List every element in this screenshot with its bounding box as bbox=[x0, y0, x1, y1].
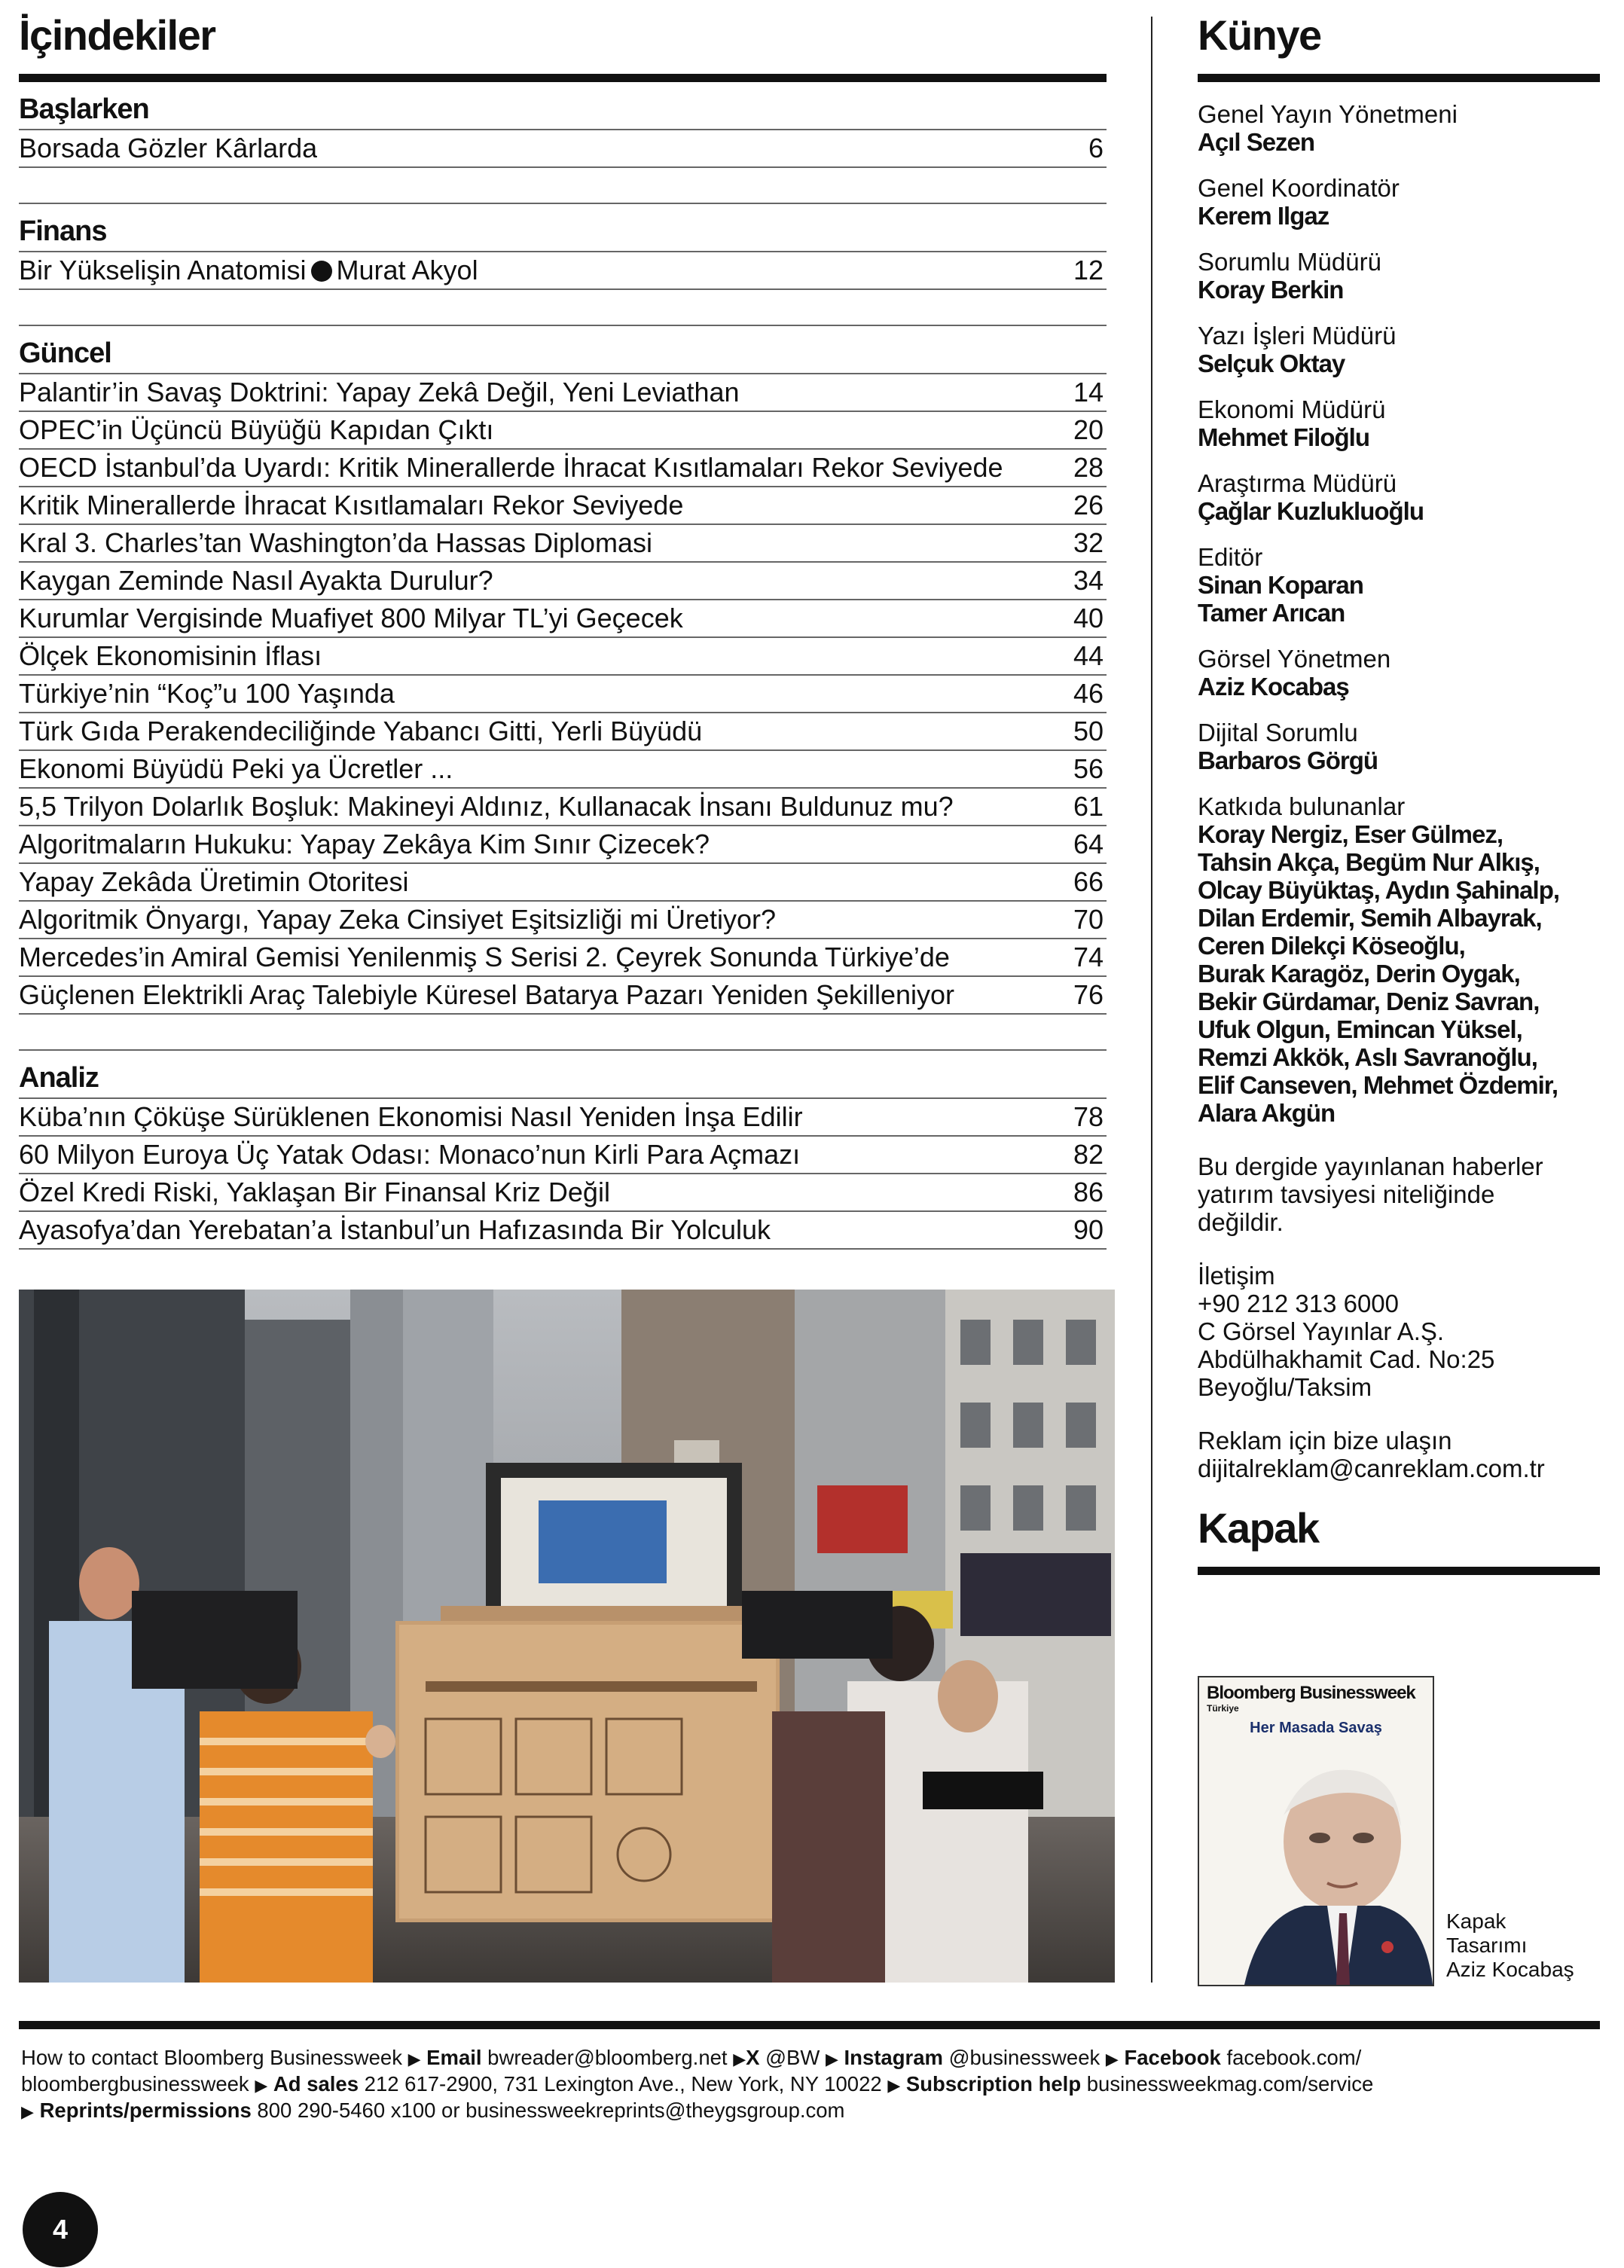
staff-role: Dijital Sorumlu bbox=[1198, 719, 1358, 746]
toc-section-heading: Analiz bbox=[19, 1051, 1107, 1099]
staff-entry bbox=[1198, 792, 1600, 1127]
toc-entry[interactable] bbox=[19, 600, 1107, 638]
toc-entry-title-text: Kaygan Zeminde Nasıl Ayakta Durulur? bbox=[19, 565, 493, 596]
staff-name: Burak Karagöz, Derin Oygak, bbox=[1198, 960, 1520, 987]
toc-entry[interactable] bbox=[19, 1212, 1107, 1250]
toc-column bbox=[19, 9, 1107, 1250]
toc-entry-title-text: Küba’nın Çöküşe Sürüklenen Ekonomisi Nasıl Yeniden İnşa Edilir bbox=[19, 1101, 803, 1132]
toc-sections bbox=[19, 82, 1107, 1250]
toc-entry-title bbox=[19, 789, 954, 825]
toc-entry-page: 78 bbox=[1073, 1101, 1104, 1132]
staff-name: Kerem Ilgaz bbox=[1198, 202, 1329, 230]
toc-entry-title-text: OECD İstanbul’da Uyardı: Kritik Minerallerde İhracat Kısıtlamaları Rekor Seviyede bbox=[19, 452, 1003, 483]
footer-rule bbox=[19, 2021, 1600, 2029]
footer-instagram[interactable]: @businessweek bbox=[948, 2046, 1100, 2069]
toc-entry[interactable] bbox=[19, 1099, 1107, 1137]
staff-role: Görsel Yönetmen bbox=[1198, 645, 1391, 673]
kunye-title-rule bbox=[1198, 74, 1600, 82]
feature-photo bbox=[19, 1290, 1115, 1983]
toc-entry[interactable] bbox=[19, 412, 1107, 450]
section-spacer bbox=[19, 168, 1107, 204]
ads-line: dijitalreklam@canreklam.com.tr bbox=[1198, 1455, 1545, 1482]
staff-role: Genel Yayın Yönetmeni bbox=[1198, 100, 1458, 128]
toc-entry[interactable] bbox=[19, 525, 1107, 563]
toc-entry-title bbox=[19, 1099, 803, 1135]
staff-role: Editör bbox=[1198, 543, 1263, 571]
staff-name: Olcay Büyüktaş, Aydın Şahinalp, bbox=[1198, 876, 1560, 904]
cover-caption-line: Aziz Kocabaş bbox=[1446, 1958, 1574, 1981]
toc-entry-page: 28 bbox=[1073, 452, 1104, 483]
toc-entry-title bbox=[19, 525, 652, 561]
staff-role: Ekonomi Müdürü bbox=[1198, 395, 1386, 423]
toc-entry-page: 34 bbox=[1073, 565, 1104, 596]
toc-entry-title-text: Ekonomi Büyüdü Peki ya Ücretler ... bbox=[19, 753, 453, 784]
staff-name: Sinan Koparan bbox=[1198, 571, 1363, 599]
kapak-title-rule bbox=[1198, 1567, 1600, 1575]
toc-entry-page: 82 bbox=[1073, 1139, 1104, 1170]
toc-entry-title bbox=[19, 252, 478, 288]
contact-line: Beyoğlu/Taksim bbox=[1198, 1373, 1372, 1401]
staff-name: Açıl Sezen bbox=[1198, 128, 1315, 156]
footer-subscription[interactable]: businessweekmag.com/service bbox=[1086, 2072, 1374, 2096]
staff-name: Ufuk Olgun, Emincan Yüksel, bbox=[1198, 1015, 1522, 1043]
toc-entry-title bbox=[19, 1174, 610, 1210]
staff-name: Çağlar Kuzlukluoğlu bbox=[1198, 497, 1424, 525]
toc-entry-title-text: 60 Milyon Euroya Üç Yatak Odası: Monaco’nun Kirli Para Açmazı bbox=[19, 1139, 801, 1170]
cover-thumbnail bbox=[1198, 1676, 1434, 1986]
footer-facebook-label: Facebook bbox=[1124, 2046, 1221, 2069]
ads-info bbox=[1198, 1427, 1600, 1482]
toc-entry-page: 26 bbox=[1073, 490, 1104, 520]
toc-entry[interactable] bbox=[19, 826, 1107, 864]
toc-entry[interactable] bbox=[19, 638, 1107, 676]
toc-entry-title bbox=[19, 713, 702, 749]
staff-entry bbox=[1198, 645, 1600, 701]
toc-entry-page: 12 bbox=[1073, 255, 1104, 285]
footer-x[interactable]: @BW bbox=[765, 2046, 820, 2069]
toc-entry[interactable] bbox=[19, 789, 1107, 826]
footer-line-2 bbox=[21, 2071, 1595, 2098]
toc-entry-title-text: Kritik Minerallerde İhracat Kısıtlamaları Rekor Seviyede bbox=[19, 490, 684, 520]
footer-facebook-a[interactable]: facebook.com/ bbox=[1226, 2046, 1362, 2069]
toc-entry-page: 44 bbox=[1073, 640, 1104, 671]
staff-entry bbox=[1198, 395, 1600, 451]
toc-entry-title bbox=[19, 130, 317, 166]
staff-name: Ceren Dilekçi Köseoğlu, bbox=[1198, 932, 1465, 960]
toc-entry-page: 20 bbox=[1073, 414, 1104, 445]
staff-name: Barbaros Görgü bbox=[1198, 746, 1378, 774]
staff-entry bbox=[1198, 100, 1600, 156]
toc-entry[interactable] bbox=[19, 751, 1107, 789]
toc-entry-title-text: Ölçek Ekonomisinin İflası bbox=[19, 640, 322, 671]
staff-name: Koray Nergiz, Eser Gülmez, bbox=[1198, 820, 1503, 848]
toc-entry-title-text: Kral 3. Charles’tan Washington’da Hassas Diplomasi bbox=[19, 527, 653, 558]
toc-entry-title-text: Kurumlar Vergisinde Muafiyet 800 Milyar TL’yi Geçecek bbox=[19, 603, 683, 633]
footer-adsales-label: Ad sales bbox=[273, 2072, 359, 2096]
toc-entry-title bbox=[19, 902, 776, 938]
staff-entry bbox=[1198, 543, 1600, 627]
toc-entry-title-text: Bir Yükselişin Anatomisi bbox=[19, 255, 307, 285]
disclaimer-line: Bu dergide yayınlanan haberler bbox=[1198, 1152, 1543, 1180]
section-spacer bbox=[19, 1015, 1107, 1051]
footer-x-label: X bbox=[746, 2046, 760, 2069]
arrow-icon: ▶ bbox=[408, 2050, 421, 2068]
toc-entry-title bbox=[19, 374, 740, 411]
toc-entry[interactable] bbox=[19, 939, 1107, 977]
toc-entry-title bbox=[19, 751, 453, 787]
contact-line: +90 212 313 6000 bbox=[1198, 1290, 1400, 1317]
contact-line: Abdülhakhamit Cad. No:25 bbox=[1198, 1345, 1495, 1373]
staff-name: Tamer Arıcan bbox=[1198, 599, 1345, 627]
toc-entry[interactable] bbox=[19, 713, 1107, 751]
toc-entry-page: 74 bbox=[1073, 942, 1104, 972]
staff-entry bbox=[1198, 322, 1600, 377]
arrow-icon: ▶ bbox=[825, 2050, 838, 2068]
toc-entry-title bbox=[19, 1212, 771, 1248]
staff-role: Yazı İşleri Müdürü bbox=[1198, 322, 1397, 350]
footer-adsales: 212 617-2900, 731 Lexington Ave., New York, NY 10022 bbox=[364, 2072, 882, 2096]
toc-entry[interactable] bbox=[19, 1174, 1107, 1212]
toc-entry-page: 56 bbox=[1073, 753, 1104, 784]
cover-brand: Bloomberg Businessweek bbox=[1207, 1683, 1415, 1703]
section-spacer bbox=[19, 290, 1107, 326]
cover-caption-line: Tasarımı bbox=[1446, 1934, 1528, 1957]
staff-role: Genel Koordinatör bbox=[1198, 174, 1400, 202]
toc-entry-page: 6 bbox=[1088, 133, 1104, 163]
staff-name: Elif Canseven, Mehmet Özdemir, bbox=[1198, 1071, 1558, 1099]
staff-name: Dilan Erdemir, Semih Albayrak, bbox=[1198, 904, 1542, 932]
staff-name: Tahsin Akça, Begüm Nur Alkış, bbox=[1198, 848, 1540, 876]
cover-caption bbox=[1446, 1909, 1574, 1982]
staff-role: Araştırma Müdürü bbox=[1198, 469, 1397, 497]
footer-email-label: Email bbox=[426, 2046, 482, 2069]
toc-entry-page: 70 bbox=[1073, 904, 1104, 935]
kapak-title: Kapak bbox=[1198, 1504, 1319, 1552]
toc-entry[interactable] bbox=[19, 252, 1107, 290]
toc-title: İçindekiler bbox=[19, 11, 215, 59]
staff-name: Mehmet Filoğlu bbox=[1198, 423, 1369, 451]
toc-entry-page: 50 bbox=[1073, 716, 1104, 746]
toc-entry-page: 90 bbox=[1073, 1214, 1104, 1245]
toc-entry-title-text: 5,5 Trilyon Dolarlık Boşluk: Makineyi Aldınız, Kullanacak İnsanı Buldunuz mu? bbox=[19, 791, 954, 822]
cover-headline: Her Masada Savaş bbox=[1250, 1720, 1382, 1736]
toc-entry-author: Murat Akyol bbox=[336, 255, 478, 285]
toc-entry-title bbox=[19, 864, 409, 900]
bullet-dot-icon bbox=[311, 261, 332, 282]
arrow-icon: ▶ bbox=[733, 2050, 746, 2068]
cover-edition: Türkiye bbox=[1207, 1703, 1239, 1714]
toc-entry-title-text: Güçlenen Elektrikli Araç Talebiyle Küresel Batarya Pazarı Yeniden Şekilleniyor bbox=[19, 979, 955, 1010]
toc-entry[interactable] bbox=[19, 864, 1107, 902]
toc-entry-title-text: Ayasofya’dan Yerebatan’a İstanbul’un Hafızasında Bir Yolculuk bbox=[19, 1214, 771, 1245]
toc-entry-title bbox=[19, 676, 395, 712]
page-number: 4 bbox=[23, 2192, 98, 2267]
arrow-icon: ▶ bbox=[21, 2102, 34, 2121]
toc-entry-title bbox=[19, 977, 954, 1013]
toc-entry-page: 40 bbox=[1073, 603, 1104, 633]
arrow-icon: ▶ bbox=[887, 2076, 901, 2095]
toc-entry[interactable] bbox=[19, 374, 1107, 412]
toc-entry-page: 32 bbox=[1073, 527, 1104, 558]
staff-entry bbox=[1198, 469, 1600, 525]
kunye-column bbox=[1198, 9, 1600, 1575]
toc-entry-title bbox=[19, 563, 493, 599]
toc-entry-title bbox=[19, 412, 493, 448]
toc-entry-title bbox=[19, 939, 950, 975]
footer-contact bbox=[21, 2045, 1595, 2124]
staff-entry bbox=[1198, 248, 1600, 304]
toc-entry-title-text: OPEC’in Üçüncü Büyüğü Kapıdan Çıktı bbox=[19, 414, 494, 445]
footer-line-3 bbox=[21, 2098, 1595, 2124]
toc-entry-title-text: Mercedes’in Amiral Gemisi Yenilenmiş S Serisi 2. Çeyrek Sonunda Türkiye’de bbox=[19, 942, 950, 972]
toc-entry[interactable] bbox=[19, 1137, 1107, 1174]
staff-name: Selçuk Oktay bbox=[1198, 350, 1345, 377]
toc-entry-page: 76 bbox=[1073, 979, 1104, 1010]
toc-entry-page: 46 bbox=[1073, 678, 1104, 709]
contact-line: İletişim bbox=[1198, 1262, 1275, 1290]
footer-intro: How to contact Bloomberg Businessweek bbox=[21, 2046, 402, 2069]
cover-caption-line: Kapak bbox=[1446, 1909, 1506, 1933]
toc-entry-title-text: Özel Kredi Riski, Yaklaşan Bir Finansal Kriz Değil bbox=[19, 1177, 610, 1207]
staff-name: Remzi Akkök, Aslı Savranoğlu, bbox=[1198, 1043, 1537, 1071]
staff-role: Sorumlu Müdürü bbox=[1198, 248, 1381, 276]
arrow-icon: ▶ bbox=[1105, 2050, 1119, 2068]
staff-entry bbox=[1198, 719, 1600, 774]
toc-title-rule bbox=[19, 74, 1107, 82]
contact-line: C Görsel Yayınlar A.Ş. bbox=[1198, 1317, 1445, 1345]
toc-entry-title bbox=[19, 826, 710, 862]
disclaimer-line: yatırım tavsiyesi niteliğinde bbox=[1198, 1180, 1495, 1208]
toc-entry[interactable] bbox=[19, 977, 1107, 1015]
staff-name: Alara Akgün bbox=[1198, 1099, 1336, 1127]
toc-entry-page: 86 bbox=[1073, 1177, 1104, 1207]
street-reporters-photo bbox=[19, 1290, 1115, 1983]
toc-entry-title-text: Borsada Gözler Kârlarda bbox=[19, 133, 318, 163]
cover-portrait bbox=[1199, 1744, 1433, 1985]
disclaimer bbox=[1198, 1152, 1600, 1236]
staff-name: Aziz Kocabaş bbox=[1198, 673, 1349, 701]
footer-reprints-label: Reprints/permissions bbox=[39, 2099, 252, 2122]
footer-line-1 bbox=[21, 2045, 1595, 2071]
toc-entry-title-text: Algoritmaların Hukuku: Yapay Zekâya Kim Sınır Çizecek? bbox=[19, 829, 710, 859]
footer-subscription-label: Subscription help bbox=[905, 2072, 1082, 2096]
ads-line: Reklam için bize ulaşın bbox=[1198, 1427, 1452, 1455]
toc-entry-page: 14 bbox=[1073, 377, 1104, 408]
toc-entry[interactable] bbox=[19, 450, 1107, 487]
toc-entry[interactable] bbox=[19, 130, 1107, 168]
toc-entry-title-text: Palantir’in Savaş Doktrini: Yapay Zekâ Değil, Yeni Leviathan bbox=[19, 377, 740, 408]
footer-facebook-b[interactable]: bloombergbusinessweek bbox=[21, 2072, 249, 2096]
toc-section-heading: Güncel bbox=[19, 326, 1107, 374]
toc-entry[interactable] bbox=[19, 676, 1107, 713]
staff-list bbox=[1198, 100, 1600, 1127]
staff-entry bbox=[1198, 174, 1600, 230]
footer-email[interactable]: bwreader@bloomberg.net bbox=[487, 2046, 728, 2069]
toc-entry[interactable] bbox=[19, 902, 1107, 939]
toc-entry-title bbox=[19, 1137, 800, 1173]
toc-entry[interactable] bbox=[19, 563, 1107, 600]
toc-section-heading: Finans bbox=[19, 204, 1107, 252]
column-divider bbox=[1151, 17, 1152, 1983]
toc-entry-page: 64 bbox=[1073, 829, 1104, 859]
toc-entry-title-text: Türk Gıda Perakendeciliğinde Yabancı Gitti, Yerli Büyüdü bbox=[19, 716, 703, 746]
toc-entry-title bbox=[19, 600, 683, 636]
arrow-icon: ▶ bbox=[255, 2076, 268, 2095]
footer-instagram-label: Instagram bbox=[844, 2046, 943, 2069]
staff-name: Koray Berkin bbox=[1198, 276, 1344, 304]
toc-entry-title bbox=[19, 450, 1003, 486]
toc-entry-title bbox=[19, 487, 683, 524]
toc-entry-page: 61 bbox=[1073, 791, 1104, 822]
toc-entry[interactable] bbox=[19, 487, 1107, 525]
kunye-title: Künye bbox=[1198, 11, 1321, 59]
toc-entry-title bbox=[19, 638, 322, 674]
toc-section-heading: Başlarken bbox=[19, 82, 1107, 130]
disclaimer-line: değildir. bbox=[1198, 1208, 1284, 1236]
contact-info bbox=[1198, 1262, 1600, 1401]
staff-name: Bekir Gürdamar, Deniz Savran, bbox=[1198, 987, 1540, 1015]
toc-entry-page: 66 bbox=[1073, 866, 1104, 897]
footer-reprints: 800 290-5460 x100 or businessweekreprints@theygsgroup.com bbox=[257, 2099, 845, 2122]
staff-role: Katkıda bulunanlar bbox=[1198, 792, 1406, 820]
toc-entry-title-text: Türkiye’nin “Koç”u 100 Yaşında bbox=[19, 678, 395, 709]
toc-entry-title-text: Algoritmik Önyargı, Yapay Zeka Cinsiyet Eşitsizliği mi Üretiyor? bbox=[19, 904, 776, 935]
toc-entry-title-text: Yapay Zekâda Üretimin Otoritesi bbox=[19, 866, 409, 897]
